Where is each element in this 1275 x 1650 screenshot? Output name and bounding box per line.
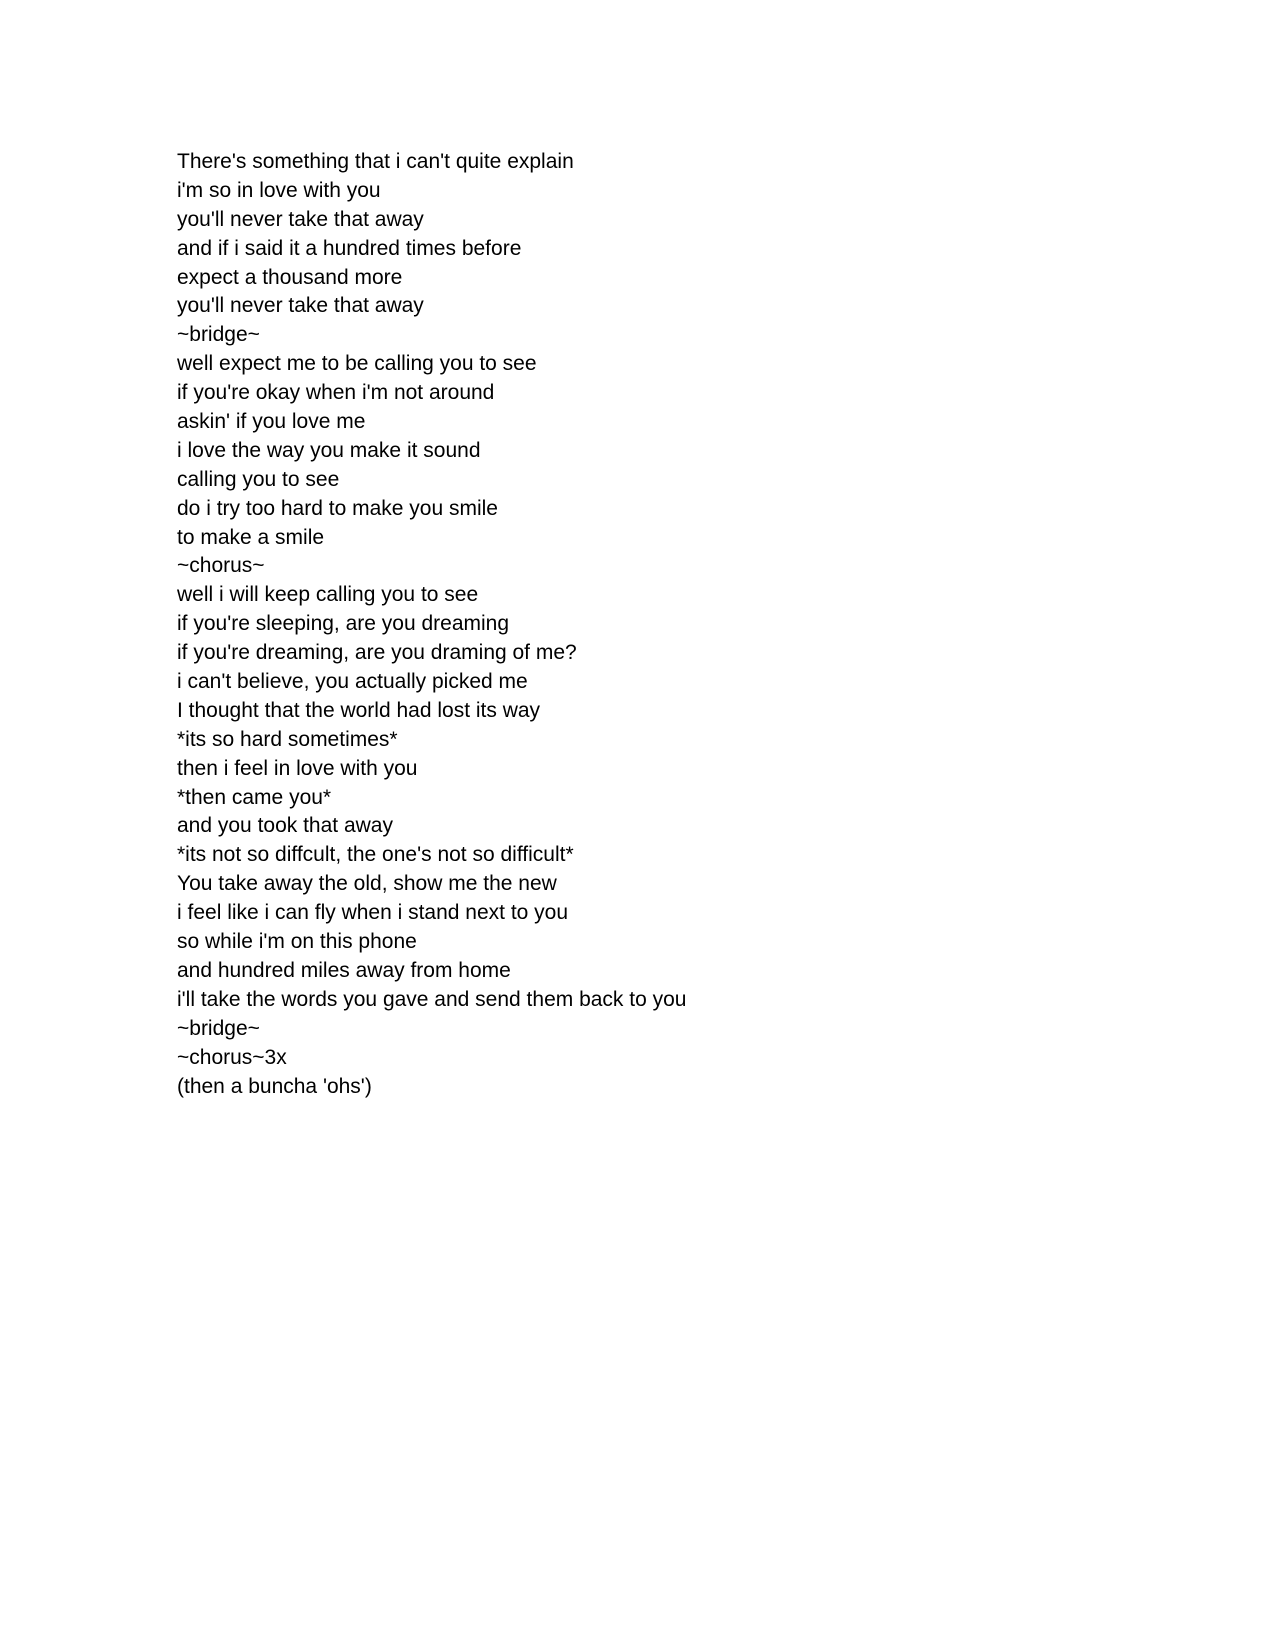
lyric-line: i love the way you make it sound	[177, 438, 481, 462]
lyric-line: if you're sleeping, are you dreaming	[177, 612, 510, 636]
lyric-line: i can't believe, you actually picked me	[177, 670, 528, 694]
lyric-line: do i try too hard to make you smile	[177, 496, 498, 520]
lyric-line: well i will keep calling you to see	[177, 583, 479, 607]
lyric-line: then i feel in love with you	[177, 756, 418, 780]
lyric-line: calling you to see	[177, 467, 340, 491]
lyric-line: and you took that away	[177, 814, 393, 838]
lyric-line: expect a thousand more	[177, 265, 403, 289]
lyric-line: *its so hard sometimes*	[177, 727, 398, 751]
lyric-line: and hundred miles away from home	[177, 958, 511, 982]
section-marker-bridge: ~bridge~	[177, 1016, 260, 1040]
lyric-line: (then a buncha 'ohs')	[177, 1074, 372, 1098]
section-marker-chorus: ~chorus~3x	[177, 1045, 287, 1069]
lyric-line: to make a smile	[177, 525, 325, 549]
section-marker-chorus: ~chorus~	[177, 554, 265, 578]
lyric-line: There's something that i can't quite explain	[177, 150, 574, 173]
lyric-line: if you're okay when i'm not around	[177, 381, 495, 405]
lyric-line: you'll never take that away	[177, 294, 424, 318]
lyric-line: i'll take the words you gave and send them back to you	[177, 987, 687, 1011]
lyric-line: askin' if you love me	[177, 410, 366, 434]
lyric-line: I thought that the world had lost its way	[177, 698, 541, 722]
lyric-line: i feel like i can fly when i stand next to you	[177, 901, 569, 925]
section-marker-bridge: ~bridge~	[177, 323, 260, 347]
lyric-line: You take away the old, show me the new	[177, 872, 557, 896]
lyrics-text	[177, 148, 1077, 1101]
lyric-line: i'm so in love with you	[177, 178, 381, 202]
lyric-line: *its not so diffcult, the one's not so difficult*	[177, 843, 574, 867]
lyric-line: well expect me to be calling you to see	[177, 352, 537, 376]
lyric-line: if you're dreaming, are you draming of me?	[177, 641, 577, 665]
lyric-line: and if i said it a hundred times before	[177, 236, 522, 260]
lyric-line: *then came you*	[177, 785, 332, 809]
lyric-line: so while i'm on this phone	[177, 930, 417, 954]
lyric-line: you'll never take that away	[177, 207, 424, 231]
